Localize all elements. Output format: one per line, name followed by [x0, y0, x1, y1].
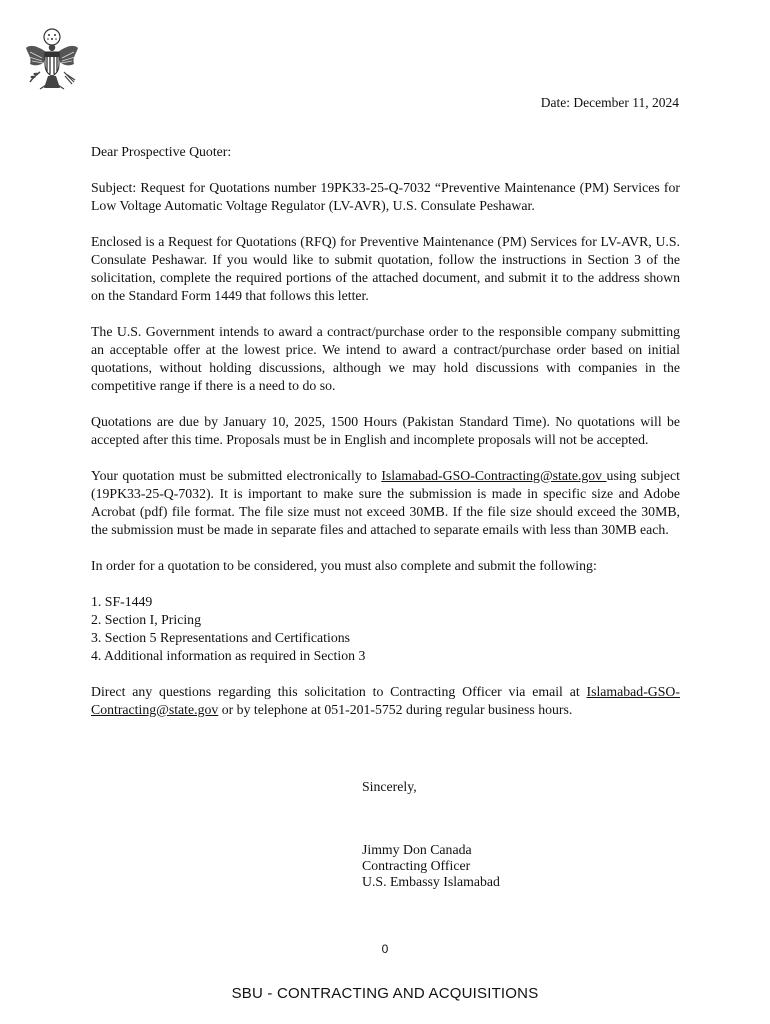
signer-name: Jimmy Don Canada — [362, 842, 472, 857]
requirements-list — [91, 593, 680, 665]
submission-email-link[interactable]: Islamabad-GSO-Contracting@state.gov — [381, 468, 607, 483]
paragraph-questions — [91, 683, 680, 719]
subject-line: Subject: Request for Quotations number 19PK33-25-Q-7032 “Preventive Maintenance (PM) Services for Low Voltage Automatic Voltage Regulator (LV-AVR), U.S. Consulate Peshawar. — [91, 180, 680, 213]
closing: Sincerely, — [362, 779, 417, 794]
paragraph-requirements-intro: In order for a quotation to be considered, you must also complete and submit the following: — [91, 558, 597, 573]
list-item: 3. Section 5 Representations and Certifications — [91, 630, 351, 645]
list-item: 2. Section I, Pricing — [91, 612, 201, 627]
list-item: 1. SF-1449 — [91, 594, 153, 609]
footer-classification: SBU - CONTRACTING AND ACQUISITIONS — [231, 985, 539, 1002]
signer-title: Contracting Officer — [362, 858, 471, 873]
letter-date: Date: December 11, 2024 — [540, 95, 679, 110]
list-item: 4. Additional information as required in Section 3 — [91, 648, 366, 663]
questions-email-link[interactable]: Islamabad-GSO-Contracting@state.gov — [91, 684, 680, 717]
salutation: Dear Prospective Quoter: — [91, 144, 232, 159]
page-number: 0 — [381, 942, 389, 956]
paragraph-award: The U.S. Government intends to award a contract/purchase order to the responsible company submitting an acceptable offer at the lowest price. We intend to award a contract/purchase order based on initial quotations, without holding discussions, although we may hold discussions with companies in the competitive range if there is a need to do so. — [91, 324, 680, 393]
paragraph-submission — [91, 467, 680, 539]
paragraph-enclosed: Enclosed is a Request for Quotations (RFQ) for Preventive Maintenance (PM) Services for LV-AVR, U.S. Consulate Peshawar. If you would like to submit quotation, follow the instructions in Section 3 of the solicitation, complete the required portions of the attached document, and submit it to the address shown on the Standard Form 1449 that follows this letter. — [91, 234, 680, 303]
submission-text-before: Your quotation must be submitted electronically to — [91, 468, 382, 483]
submission-text-after: using subject (19PK33-25-Q-7032). It is important to make sure the submission is made in specific size and Adobe Acrobat (pdf) file format. The file size must not exceed 30MB. If the file size should exceed the 30MB, the submission must be made in separate files and attached to separate emails with less than 30MB each. — [91, 468, 680, 537]
questions-text-after: or by telephone at 051-201-5752 during regular business hours. — [218, 702, 573, 717]
signer-organization: U.S. Embassy Islamabad — [362, 874, 500, 889]
questions-text-before: Direct any questions regarding this solicitation to Contracting Officer via email at — [91, 684, 587, 699]
letter-body — [91, 143, 680, 737]
us-great-seal-eagle-icon — [24, 28, 80, 94]
signature-block — [362, 779, 500, 890]
paragraph-due-date: Quotations are due by January 10, 2025, 1500 Hours (Pakistan Standard Time). No quotations will be accepted after this time. Proposals must be in English and incomplete proposals will not be accepted. — [91, 414, 680, 447]
